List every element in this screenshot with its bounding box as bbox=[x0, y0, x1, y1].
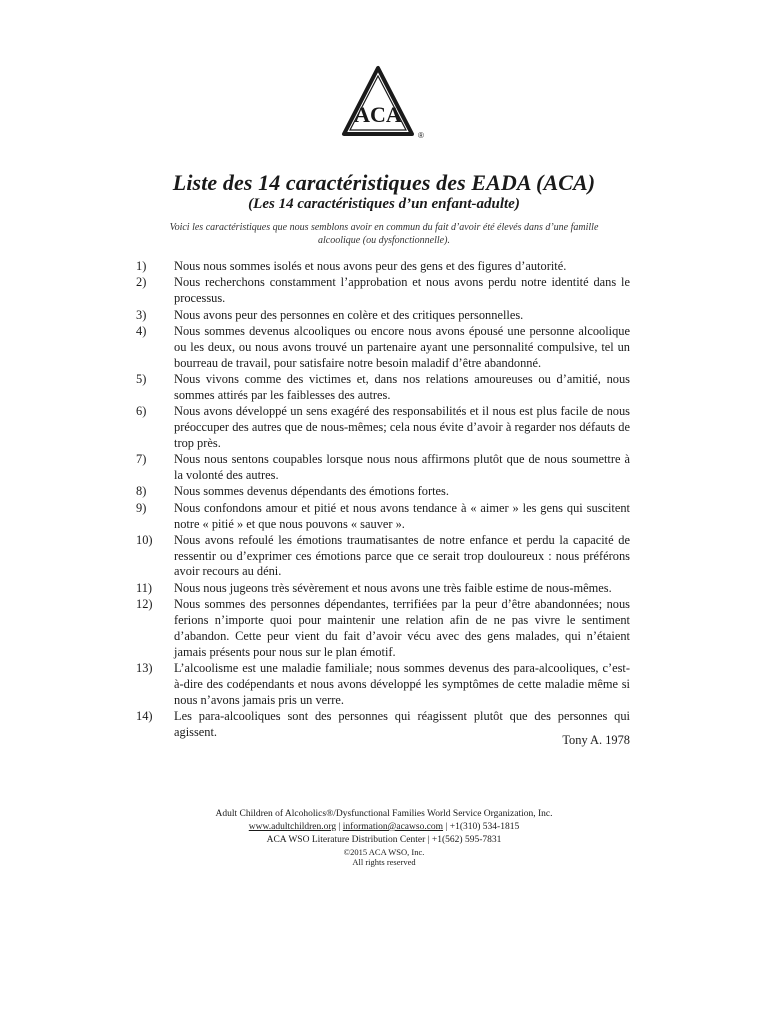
item-number: 3) bbox=[136, 307, 147, 322]
item-number: 14) bbox=[136, 709, 153, 724]
page-subtitle: (Les 14 caractéristiques d’un enfant-adulte) bbox=[248, 196, 520, 212]
footer-contact bbox=[0, 821, 768, 834]
item-text: L’alcoolisme est une maladie familiale; nous sommes devenus des para-alcooliques, c’est-à-dire des codépendants et nous avons développé les symptômes de cette maladie même si nous n’avons jamais pris un verre. bbox=[174, 661, 630, 707]
aca-logo bbox=[340, 64, 430, 144]
item-text: Nous sommes des personnes dépendantes, terrifiées par la peur d’être abandonnées; nous ferions n’importe quoi pour maintenir une relation afin de ne pas vivre le sentiment d’abandon. Cette peur vient du fait d’avoir vécu avec des gens malades, qui n’étaient jamais présents pour nous sur le plan émotif. bbox=[174, 597, 630, 659]
page-title: Liste des 14 caractéristiques des EADA (ACA) bbox=[172, 170, 596, 195]
list-item bbox=[136, 484, 630, 500]
signature: Tony A. 1978 bbox=[562, 733, 630, 747]
item-number: 5) bbox=[136, 371, 147, 386]
footer-org: Adult Children of Alcoholics®/Dysfunctional Families World Service Organization, Inc. bbox=[215, 809, 553, 819]
item-number: 7) bbox=[136, 452, 147, 467]
list-item bbox=[136, 709, 630, 741]
item-text: Nous vivons comme des victimes et, dans nos relations amoureuses ou d’amitié, nous sommes attirés par les faiblesses des autres. bbox=[174, 371, 630, 402]
item-text: Nous avons peur des personnes en colère et des critiques personnelles. bbox=[174, 307, 524, 322]
list-item bbox=[136, 324, 630, 371]
item-number: 9) bbox=[136, 500, 147, 515]
item-text: Nous confondons amour et pitié et nous avons tendance à « aimer » les gens qui suscitent notre « pitié » et que nous pouvons « sauver ». bbox=[174, 500, 630, 531]
item-number: 1) bbox=[136, 259, 147, 273]
phone-number: | +1(310) 534-1815 bbox=[443, 822, 520, 832]
list-item bbox=[136, 404, 630, 451]
footer-distribution: ACA WSO Literature Distribution Center | +1(562) 595-7831 bbox=[266, 835, 502, 845]
item-number: 10) bbox=[136, 532, 153, 547]
registered-mark: ® bbox=[418, 131, 424, 140]
logo-letters: ACA bbox=[354, 102, 402, 127]
item-text: Nous avons refoulé les émotions traumatisantes de notre enfance et perdu la capacité de ressentir ou d’exprimer ces émotions parce que ce serait trop douloureux : nous préférons avoir recours au déni. bbox=[174, 532, 630, 579]
list-item bbox=[136, 275, 630, 307]
item-number: 6) bbox=[136, 404, 147, 419]
item-number: 8) bbox=[136, 484, 147, 499]
item-number: 11) bbox=[136, 580, 153, 595]
website-link[interactable]: www.adultchildren.org bbox=[248, 822, 337, 832]
characteristics-list bbox=[136, 259, 630, 741]
list-item bbox=[136, 308, 630, 324]
item-number: 2) bbox=[136, 275, 147, 290]
item-text: Nous nous sentons coupables lorsque nous nous affirmons plutôt que de nous soumettre à la volonté des autres. bbox=[174, 452, 630, 482]
list-item bbox=[136, 597, 630, 660]
list-item bbox=[136, 581, 630, 597]
email-link[interactable]: information@acawso.com bbox=[342, 822, 444, 832]
item-number: 4) bbox=[136, 323, 147, 338]
footer-rights: All rights reserved bbox=[352, 857, 416, 867]
item-text: Les para-alcooliques sont des personnes qui réagissent plutôt que des personnes qui agissent. bbox=[174, 709, 630, 739]
item-number: 12) bbox=[136, 597, 153, 612]
item-text: Nous sommes devenus alcooliques ou encore nous avons épousé une personne alcoolique ou les deux, ou nous avons trouvé un partenaire ayant une personnalité compulsive, tel un bourreau de travail, pour satisfaire notre besoin maladif d’être abandonné. bbox=[174, 323, 630, 370]
item-text: Nous nous jugeons très sévèrement et nous avons une très faible estime de nous-mêmes. bbox=[174, 580, 612, 595]
list-item bbox=[136, 372, 630, 404]
list-item bbox=[136, 501, 630, 533]
list-item bbox=[136, 661, 630, 708]
item-text: Nous avons développé un sens exagéré des responsabilités et il nous est plus facile de nous préoccuper des autres que de nous-mêmes; cela nous évite d’avoir à regarder nos défauts de trop près. bbox=[174, 404, 630, 450]
separator: | bbox=[336, 822, 343, 832]
list-item bbox=[136, 259, 630, 275]
item-text: Nous sommes devenus dépendants des émotions fortes. bbox=[174, 484, 449, 499]
list-item bbox=[136, 452, 630, 484]
list-item bbox=[136, 533, 630, 580]
item-number: 13) bbox=[136, 661, 153, 676]
footer bbox=[0, 808, 768, 867]
item-text: Nous nous sommes isolés et nous avons peur des gens et des figures d’autorité. bbox=[174, 259, 567, 273]
intro-text: Voici les caractéristiques que nous semblons avoir en commun du fait d’avoir été élevés dans d’une famille alcoolique (ou dysfonctionnelle). bbox=[169, 222, 599, 246]
item-text: Nous recherchons constamment l’approbation et nous avons perdu notre identité dans le processus. bbox=[174, 275, 630, 306]
footer-copyright: ©2015 ACA WSO, Inc. bbox=[343, 847, 425, 857]
